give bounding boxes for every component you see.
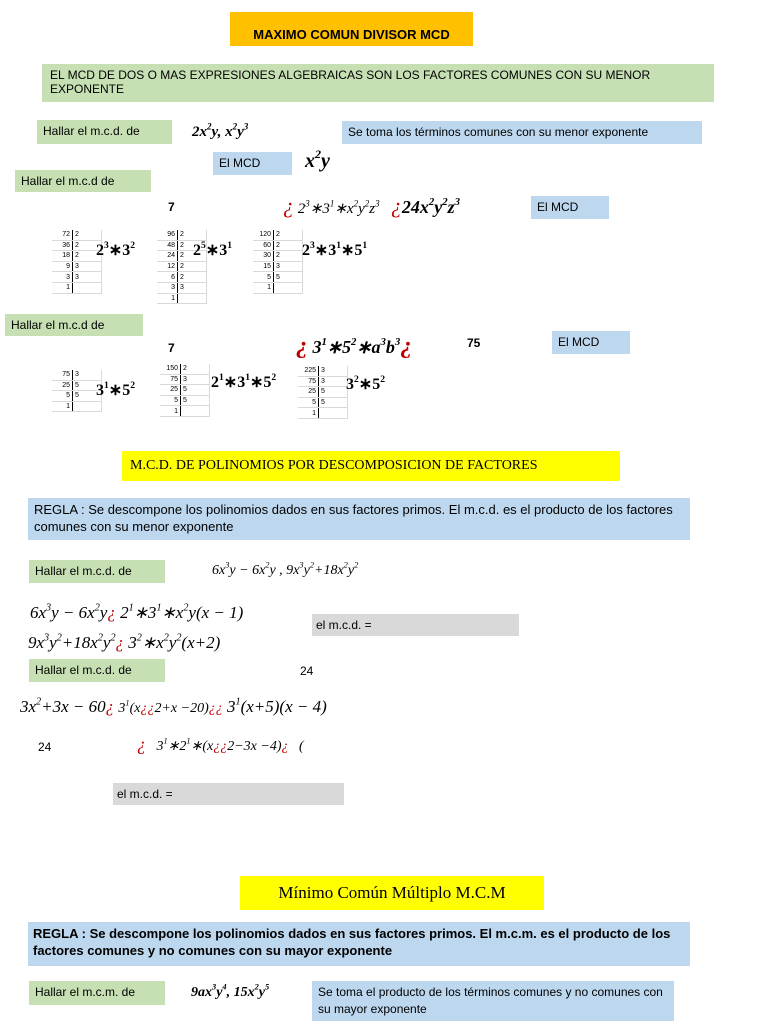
ex4-result-box: el m.c.d. = xyxy=(312,614,519,636)
ex5-number-24a: 24 xyxy=(300,664,314,678)
page-title: MAXIMO COMUN DIVISOR MCD xyxy=(230,12,473,46)
section3-title: Mínimo Común Múltiplo M.C.M xyxy=(240,876,544,910)
section3-rule: REGLA : Se descompone los polinomios dados en sus factores primos. El m.c.m. es el producto de los factores comunes y no comunes con su mayor exponente xyxy=(28,922,690,966)
section2-rule: REGLA : Se descompone los polinomios dados en sus factores primos. El m.c.d. es el producto de los factores comunes con su menor exponente xyxy=(28,498,690,540)
ex5-number-24b: 24 xyxy=(38,740,52,754)
ex5-result-box: el m.c.d. = xyxy=(113,783,344,805)
ex5-factor-line2: ¿ $3^1∗2^1∗(x¿¿2-3x$ −4)¿ ( xyxy=(137,734,304,754)
ex3-factor-150: $2^1∗3^1∗5^2$ xyxy=(211,371,277,391)
ex3-label: Hallar el m.c.d de xyxy=(5,314,143,336)
ex2-factor-120: $2^3∗3^1∗5^1$ xyxy=(302,239,368,259)
ladder-225: 225 3 75 3 25 5 5 5 1 xyxy=(298,366,348,419)
ex4-factor-line2: $9x^3y^2+18x^2y^2¿$ $3^2∗x^2y^2(x+2)$ xyxy=(28,632,221,652)
ex1-mcd-result: $x^2y$ xyxy=(305,147,330,172)
ex3-expression: ¿ $3^1∗5^2∗a^3b^3¿$ xyxy=(296,333,413,359)
ex4-expression: $6x^3y - 6x^2y$ , $9x^3y^2+18x^2y^2$ xyxy=(212,560,359,578)
ex3-factor-225: $3^2∗5^2$ xyxy=(346,373,385,393)
ladder-150: 150 2 75 3 25 5 5 5 1 xyxy=(160,364,210,417)
ladder-75: 75 3 25 5 5 5 1 xyxy=(52,370,102,412)
ladder-72: 72 2 36 2 18 2 9 3 3 3 1 xyxy=(52,230,102,294)
ex3-number-75: 75 xyxy=(467,336,481,350)
mcm-ex-note: Se toma el producto de los términos comunes y no comunes con su mayor exponente xyxy=(312,981,674,1021)
ex1-mcd-label: El MCD xyxy=(213,152,292,175)
ex1-label: Hallar el m.c.d. de xyxy=(37,120,172,144)
section2-title: M.C.D. DE POLINOMIOS POR DESCOMPOSICION DE FACTORES xyxy=(122,451,620,481)
ex5-factor-line1: $3x^2+3x$ − 60¿ $3^1(x¿¿2+x$ −20)¿¿ $3^1(x+5)(x - 4)$ xyxy=(20,696,327,716)
ex1-expression: $2x^2y$, $x^2y^3$ xyxy=(192,121,249,140)
ex2-expression: ¿ $2^3∗3^1∗x^2y^2z^3$ ¿$24x^2y^2z^3$ xyxy=(283,193,461,218)
ex3-factor-75: $3^1∗5^2$ xyxy=(96,379,135,399)
definition-box: EL MCD DE DOS O MAS EXPRESIONES ALGEBRAICAS SON LOS FACTORES COMUNES CON SU MENOR EXPONENTE xyxy=(42,64,714,102)
ex2-label: Hallar el m.c.d de xyxy=(15,170,151,192)
ex5-label: Hallar el m.c.d. de xyxy=(29,659,165,682)
mcm-ex-expression: $9ax^3y^4$, $15x^2y^5$ xyxy=(191,982,270,1000)
ex4-factor-line1: $6x^3y$ − $6x^2y¿$ $2^1∗3^1∗x^2y(x - 1)$ xyxy=(30,602,244,622)
ex3-mcd-label: El MCD xyxy=(552,331,630,354)
ladder-120: 120 2 60 2 30 2 15 3 5 5 1 xyxy=(253,230,303,294)
ex3-number: 7 xyxy=(168,341,175,355)
ex2-factor-72: $2^3∗3^2$ xyxy=(96,239,135,259)
ex1-note: Se toma los términos comunes con su menor exponente xyxy=(342,121,702,144)
ex4-label: Hallar el m.c.d. de xyxy=(29,560,165,583)
mcm-ex-label: Hallar el m.c.m. de xyxy=(29,981,165,1005)
ex2-mcd-label: El MCD xyxy=(531,196,609,219)
ladder-96: 96 2 48 2 24 2 12 2 6 2 3 3 1 xyxy=(157,230,207,304)
ex2-number: 7 xyxy=(168,200,175,214)
ex2-factor-96: $2^5∗3^1$ xyxy=(193,239,232,259)
